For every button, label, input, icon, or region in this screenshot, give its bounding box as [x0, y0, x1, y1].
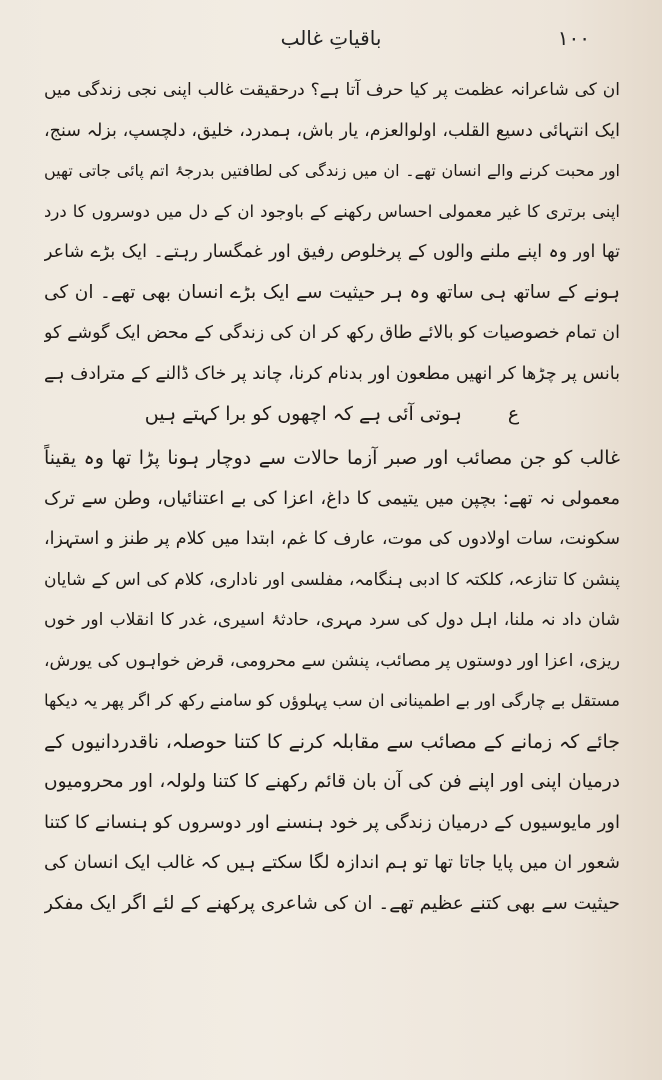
body-text: [44, 70, 620, 924]
text-line: شان داد نہ ملنا، اہل دول کی سرد مہری، حادثۂ اسیری، غدر کا انقلاب اور خوں: [44, 610, 620, 630]
running-title: باقیاتِ غالب: [280, 26, 382, 50]
text-line: اور مایوسیوں کے درمیان زندگی پر خود ہنسنے اور دوسروں کو ہنسانے کا کتنا: [44, 811, 620, 833]
text-line: ان کی شاعرانہ عظمت پر کیا حرف آتا ہے؟ درحقیقت غالب اپنی نجی زندگی میں: [44, 80, 620, 100]
text-line: ہونے کے ساتھ ہی ساتھ وہ ہر حیثیت سے ایک بڑے انسان بھی تھے۔ ان کی: [44, 281, 620, 303]
text-line: حیثیت سے بھی کتنے عظیم تھے۔ ان کی شاعری پرکھنے کے لئے اگر ایک مفکر: [44, 892, 620, 914]
text-line: بانس پر چڑھا کر انھیں مطعون اور بدنام کرنا، چاند پر خاک ڈالنے کے مترادف ہے: [44, 363, 620, 384]
text-line: مستقل بے چارگی اور بے اطمینانی ان سب پہلوؤں کو سامنے رکھ کر اگر پھر یہ دیکھا: [44, 691, 620, 710]
text-line: تھا اور وہ اپنے ملنے والوں کے پرخلوص رفیق اور غمگسار رہتے۔ ایک بڑے شاعر: [44, 242, 620, 262]
text-line: شعور ان میں پایا جاتا تھا تو ہم اندازہ لگا سکتے ہیں کہ غالب ایک انسان کی: [44, 852, 620, 873]
text-line: درمیان اپنی اور اپنے فن کی آن بان قائم رکھنے کا کتنا ولولہ، اور محرومیوں: [44, 771, 620, 792]
text-line: جائے کہ زمانے کے مصائب سے مقابلہ کرنے کا کتنا حوصلہ، ناقدردانیوں کے: [44, 730, 620, 753]
text-line: ریزی، اعزا اور دوستوں پر مصائب، پنشن سے محرومی، قرض خواہوں کی یورش،: [44, 650, 620, 671]
text-line: اپنی برتری کا غیر معمولی احساس رکھنے کے باوجود ان کے دل میں دوسروں کا درد: [44, 201, 620, 221]
page-number: ۱۰۰: [557, 26, 590, 50]
text-line: ان تمام خصوصیات کو بالائے طاق رکھ کر ان کی زندگی کے محض ایک گوشے کو: [44, 323, 620, 343]
text-line: ایک انتہائی دسیع القلب، اولوالعزم، یار باش، ہمدرد، خلیق، دلچسپ، بزلہ سنج،: [44, 120, 620, 141]
page-header: [60, 26, 602, 62]
text-line: غالب کو جن مصائب اور صبر آزما حالات سے دوچار ہونا پڑا تھا وہ یقیناً: [44, 447, 620, 469]
verse-text: ہوتی آئی ہے کہ اچھوں کو برا کہتے ہیں: [144, 403, 462, 425]
verse-line: [44, 394, 620, 438]
text-line: معمولی نہ تھے: بچپن میں یتیمی کا داغ، اعزا کی بے اعتنائیاں، وطن سے ترک: [44, 487, 620, 509]
text-line: پنشن کا تنازعہ، کلکتہ کا ادبی ہنگامہ، مفلسی اور ناداری، کلام کی اس کے شایان: [44, 569, 620, 590]
verse-mark: ع: [507, 403, 520, 425]
text-line: سکونت، سات اولادوں کی موت، عارف کا غم، ابتدا میں کلام پر طنز و استہزا،: [44, 529, 620, 549]
text-line: اور محبت کرنے والے انسان تھے۔ ان میں زندگی کی لطافتیں بدرجۂ اتم پائی جاتی تھیں: [44, 161, 620, 180]
